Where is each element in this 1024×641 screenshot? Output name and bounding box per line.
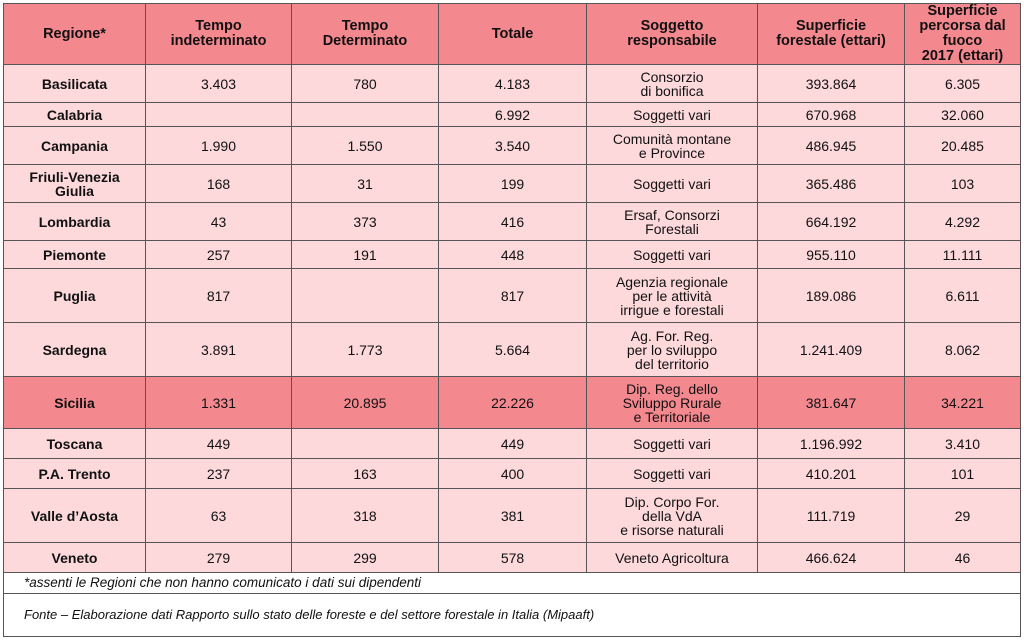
cell-tempo-determinato: 31 bbox=[292, 165, 439, 203]
cell-fuoco: 4.292 bbox=[905, 203, 1021, 241]
cell-soggetto: Dip. Corpo For. della VdA e risorse naturali bbox=[587, 489, 758, 543]
cell-fuoco: 11.111 bbox=[905, 241, 1021, 269]
table-row bbox=[4, 459, 1021, 489]
cell-fuoco: 20.485 bbox=[905, 127, 1021, 165]
cell-soggetto: Soggetti vari bbox=[587, 459, 758, 489]
cell-totale: 22.226 bbox=[439, 377, 587, 429]
cell-tempo-determinato: 373 bbox=[292, 203, 439, 241]
cell-superficie: 393.864 bbox=[758, 65, 905, 103]
cell-totale: 4.183 bbox=[439, 65, 587, 103]
cell-fuoco: 29 bbox=[905, 489, 1021, 543]
cell-superficie: 955.110 bbox=[758, 241, 905, 269]
cell-regione: Sardegna bbox=[4, 323, 146, 377]
cell-totale: 3.540 bbox=[439, 127, 587, 165]
cell-superficie: 486.945 bbox=[758, 127, 905, 165]
cell-tempo-indeterminato: 237 bbox=[146, 459, 292, 489]
cell-superficie: 381.647 bbox=[758, 377, 905, 429]
cell-regione: Piemonte bbox=[4, 241, 146, 269]
cell-regione: Lombardia bbox=[4, 203, 146, 241]
table-body bbox=[4, 65, 1021, 573]
cell-totale: 381 bbox=[439, 489, 587, 543]
footnote: *assenti le Regioni che non hanno comunicato i dati sui dipendenti bbox=[4, 573, 1021, 594]
cell-tempo-indeterminato: 43 bbox=[146, 203, 292, 241]
cell-totale: 199 bbox=[439, 165, 587, 203]
cell-soggetto: Ag. For. Reg. per lo sviluppo del territorio bbox=[587, 323, 758, 377]
cell-superficie: 1.196.992 bbox=[758, 429, 905, 459]
table-row bbox=[4, 241, 1021, 269]
cell-tempo-determinato: 1.773 bbox=[292, 323, 439, 377]
cell-soggetto: Veneto Agricoltura bbox=[587, 543, 758, 573]
col-header-soggetto-responsabile: Soggetto responsabile bbox=[587, 4, 758, 65]
col-header-tempo-determinato: Tempo Determinato bbox=[292, 4, 439, 65]
cell-fuoco: 8.062 bbox=[905, 323, 1021, 377]
cell-tempo-indeterminato bbox=[146, 103, 292, 127]
cell-fuoco: 6.611 bbox=[905, 269, 1021, 323]
table-row bbox=[4, 377, 1021, 429]
cell-tempo-determinato: 1.550 bbox=[292, 127, 439, 165]
table-row bbox=[4, 127, 1021, 165]
cell-superficie: 1.241.409 bbox=[758, 323, 905, 377]
cell-tempo-indeterminato: 3.891 bbox=[146, 323, 292, 377]
cell-tempo-indeterminato: 168 bbox=[146, 165, 292, 203]
col-header-tempo-indeterminato: Tempo indeterminato bbox=[146, 4, 292, 65]
cell-totale: 6.992 bbox=[439, 103, 587, 127]
table-row bbox=[4, 323, 1021, 377]
col-header-superficie-fuoco: Superficie percorsa dal fuoco 2017 (ettari) bbox=[905, 4, 1021, 65]
cell-tempo-determinato: 299 bbox=[292, 543, 439, 573]
cell-fuoco: 103 bbox=[905, 165, 1021, 203]
cell-regione: Veneto bbox=[4, 543, 146, 573]
table-row bbox=[4, 165, 1021, 203]
cell-soggetto: Ersaf, Consorzi Forestali bbox=[587, 203, 758, 241]
cell-fuoco: 3.410 bbox=[905, 429, 1021, 459]
cell-superficie: 410.201 bbox=[758, 459, 905, 489]
cell-fuoco: 32.060 bbox=[905, 103, 1021, 127]
cell-tempo-indeterminato: 63 bbox=[146, 489, 292, 543]
forest-staff-table bbox=[3, 3, 1021, 637]
cell-fuoco: 46 bbox=[905, 543, 1021, 573]
cell-superficie: 466.624 bbox=[758, 543, 905, 573]
forest-staff-table-container bbox=[3, 3, 1020, 637]
cell-tempo-determinato bbox=[292, 103, 439, 127]
col-header-superficie-forestale: Superficie forestale (ettari) bbox=[758, 4, 905, 65]
cell-tempo-indeterminato: 257 bbox=[146, 241, 292, 269]
cell-totale: 578 bbox=[439, 543, 587, 573]
cell-soggetto: Soggetti vari bbox=[587, 165, 758, 203]
cell-regione: Basilicata bbox=[4, 65, 146, 103]
table-row bbox=[4, 269, 1021, 323]
cell-regione: Campania bbox=[4, 127, 146, 165]
table-header-row bbox=[4, 4, 1021, 65]
cell-regione: P.A. Trento bbox=[4, 459, 146, 489]
cell-regione: Puglia bbox=[4, 269, 146, 323]
cell-soggetto: Agenzia regionale per le attività irrigue e forestali bbox=[587, 269, 758, 323]
cell-totale: 400 bbox=[439, 459, 587, 489]
cell-superficie: 670.968 bbox=[758, 103, 905, 127]
cell-fuoco: 101 bbox=[905, 459, 1021, 489]
cell-totale: 416 bbox=[439, 203, 587, 241]
cell-soggetto: Comunità montane e Province bbox=[587, 127, 758, 165]
cell-tempo-determinato: 20.895 bbox=[292, 377, 439, 429]
cell-tempo-determinato: 191 bbox=[292, 241, 439, 269]
cell-totale: 5.664 bbox=[439, 323, 587, 377]
cell-tempo-indeterminato: 449 bbox=[146, 429, 292, 459]
table-row bbox=[4, 103, 1021, 127]
table-row bbox=[4, 543, 1021, 573]
cell-tempo-determinato bbox=[292, 269, 439, 323]
cell-regione: Calabria bbox=[4, 103, 146, 127]
cell-soggetto: Soggetti vari bbox=[587, 103, 758, 127]
table-row bbox=[4, 203, 1021, 241]
cell-regione: Friuli-Venezia Giulia bbox=[4, 165, 146, 203]
cell-soggetto: Consorzio di bonifica bbox=[587, 65, 758, 103]
cell-totale: 817 bbox=[439, 269, 587, 323]
cell-tempo-indeterminato: 1.990 bbox=[146, 127, 292, 165]
cell-superficie: 664.192 bbox=[758, 203, 905, 241]
cell-totale: 449 bbox=[439, 429, 587, 459]
cell-tempo-indeterminato: 3.403 bbox=[146, 65, 292, 103]
cell-tempo-determinato: 163 bbox=[292, 459, 439, 489]
cell-fuoco: 34.221 bbox=[905, 377, 1021, 429]
cell-soggetto: Soggetti vari bbox=[587, 429, 758, 459]
cell-soggetto: Soggetti vari bbox=[587, 241, 758, 269]
cell-superficie: 111.719 bbox=[758, 489, 905, 543]
cell-tempo-determinato: 780 bbox=[292, 65, 439, 103]
cell-regione: Toscana bbox=[4, 429, 146, 459]
cell-superficie: 189.086 bbox=[758, 269, 905, 323]
cell-soggetto: Dip. Reg. dello Sviluppo Rurale e Territoriale bbox=[587, 377, 758, 429]
cell-tempo-determinato: 318 bbox=[292, 489, 439, 543]
cell-tempo-indeterminato: 279 bbox=[146, 543, 292, 573]
cell-tempo-indeterminato: 817 bbox=[146, 269, 292, 323]
cell-tempo-indeterminato: 1.331 bbox=[146, 377, 292, 429]
cell-tempo-determinato bbox=[292, 429, 439, 459]
cell-totale: 448 bbox=[439, 241, 587, 269]
cell-regione: Valle d’Aosta bbox=[4, 489, 146, 543]
table-row bbox=[4, 429, 1021, 459]
cell-superficie: 365.486 bbox=[758, 165, 905, 203]
col-header-totale: Totale bbox=[439, 4, 587, 65]
cell-fuoco: 6.305 bbox=[905, 65, 1021, 103]
table-row bbox=[4, 489, 1021, 543]
source-note: Fonte – Elaborazione dati Rapporto sullo stato delle foreste e del settore forestale in Italia (Mipaaft) bbox=[4, 594, 1021, 637]
col-header-regione: Regione* bbox=[4, 4, 146, 65]
table-row bbox=[4, 65, 1021, 103]
cell-regione: Sicilia bbox=[4, 377, 146, 429]
